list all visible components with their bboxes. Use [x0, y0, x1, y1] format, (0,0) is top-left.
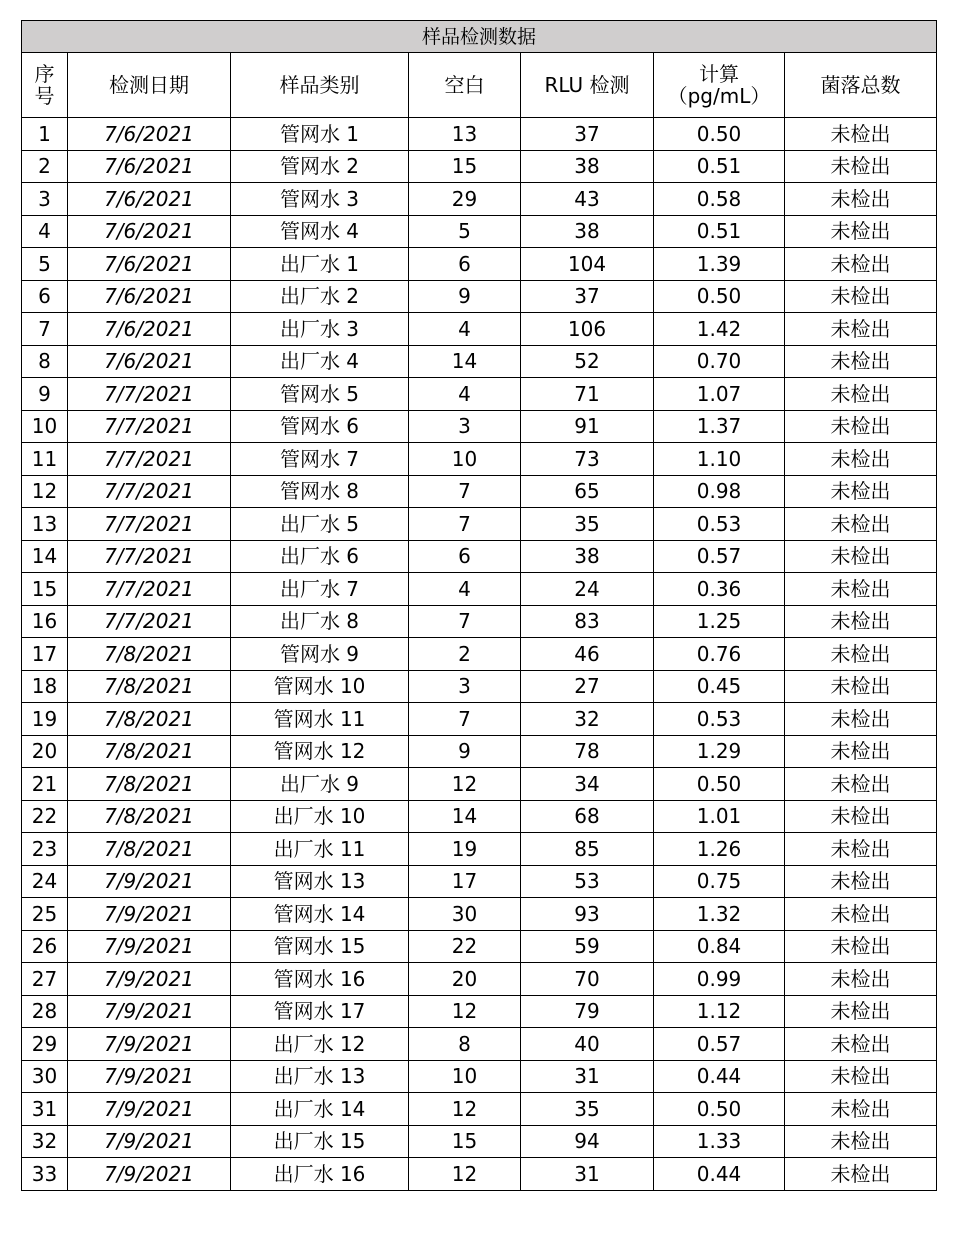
- cell-rlu: 31: [521, 1158, 654, 1191]
- cell-date: 7/8/2021: [68, 768, 231, 801]
- cell-sample-type: 管网水 11: [231, 703, 409, 736]
- table-row: [22, 995, 937, 1028]
- cell-seq: 30: [22, 1060, 68, 1093]
- cell-date: 7/8/2021: [68, 800, 231, 833]
- cell-colony: 未检出: [785, 508, 937, 541]
- cell-calc: 0.44: [654, 1060, 785, 1093]
- cell-blank: 10: [409, 443, 521, 476]
- cell-colony: 未检出: [785, 313, 937, 346]
- table-row: [22, 800, 937, 833]
- cell-blank: 7: [409, 475, 521, 508]
- cell-sample-type: 管网水 3: [231, 183, 409, 216]
- table-title: 样品检测数据: [22, 21, 937, 53]
- cell-colony: 未检出: [785, 898, 937, 931]
- cell-blank: 13: [409, 118, 521, 151]
- cell-colony: 未检出: [785, 573, 937, 606]
- cell-sample-type: 管网水 5: [231, 378, 409, 411]
- cell-date: 7/9/2021: [68, 865, 231, 898]
- cell-rlu: 38: [521, 215, 654, 248]
- cell-date: 7/8/2021: [68, 670, 231, 703]
- cell-calc: 1.42: [654, 313, 785, 346]
- cell-seq: 29: [22, 1028, 68, 1061]
- cell-rlu: 93: [521, 898, 654, 931]
- cell-date: 7/6/2021: [68, 248, 231, 281]
- cell-colony: 未检出: [785, 540, 937, 573]
- cell-date: 7/6/2021: [68, 215, 231, 248]
- cell-rlu: 38: [521, 150, 654, 183]
- cell-blank: 3: [409, 670, 521, 703]
- cell-colony: 未检出: [785, 443, 937, 476]
- cell-blank: 14: [409, 345, 521, 378]
- cell-blank: 15: [409, 1125, 521, 1158]
- cell-calc: 0.76: [654, 638, 785, 671]
- cell-date: 7/9/2021: [68, 1060, 231, 1093]
- header-rlu: RLU 检测: [521, 53, 654, 118]
- table-row: [22, 150, 937, 183]
- cell-colony: 未检出: [785, 833, 937, 866]
- cell-blank: 4: [409, 313, 521, 346]
- cell-date: 7/7/2021: [68, 410, 231, 443]
- table-row: [22, 345, 937, 378]
- cell-rlu: 40: [521, 1028, 654, 1061]
- cell-blank: 6: [409, 248, 521, 281]
- cell-calc: 0.50: [654, 768, 785, 801]
- cell-date: 7/6/2021: [68, 118, 231, 151]
- cell-date: 7/6/2021: [68, 150, 231, 183]
- cell-colony: 未检出: [785, 183, 937, 216]
- table-row: [22, 215, 937, 248]
- cell-seq: 33: [22, 1158, 68, 1191]
- table-row: [22, 475, 937, 508]
- cell-colony: 未检出: [785, 963, 937, 996]
- cell-sample-type: 出厂水 3: [231, 313, 409, 346]
- cell-seq: 8: [22, 345, 68, 378]
- table-row: [22, 573, 937, 606]
- cell-calc: 0.36: [654, 573, 785, 606]
- table-row: [22, 1125, 937, 1158]
- cell-rlu: 91: [521, 410, 654, 443]
- cell-calc: 0.51: [654, 150, 785, 183]
- cell-calc: 1.10: [654, 443, 785, 476]
- cell-rlu: 65: [521, 475, 654, 508]
- header-calc-line1: 计算: [699, 62, 739, 86]
- cell-colony: 未检出: [785, 118, 937, 151]
- cell-rlu: 46: [521, 638, 654, 671]
- cell-sample-type: 出厂水 6: [231, 540, 409, 573]
- cell-sample-type: 出厂水 5: [231, 508, 409, 541]
- cell-date: 7/9/2021: [68, 1028, 231, 1061]
- header-blank: 空白: [409, 53, 521, 118]
- cell-blank: 14: [409, 800, 521, 833]
- cell-date: 7/6/2021: [68, 280, 231, 313]
- cell-blank: 12: [409, 995, 521, 1028]
- cell-colony: 未检出: [785, 605, 937, 638]
- cell-date: 7/9/2021: [68, 963, 231, 996]
- cell-colony: 未检出: [785, 995, 937, 1028]
- cell-calc: 0.50: [654, 118, 785, 151]
- cell-calc: 0.53: [654, 508, 785, 541]
- cell-rlu: 59: [521, 930, 654, 963]
- table-row: [22, 930, 937, 963]
- cell-calc: 0.57: [654, 1028, 785, 1061]
- cell-sample-type: 管网水 8: [231, 475, 409, 508]
- cell-sample-type: 管网水 1: [231, 118, 409, 151]
- cell-calc: 1.39: [654, 248, 785, 281]
- table-header-row: [22, 53, 937, 118]
- cell-rlu: 43: [521, 183, 654, 216]
- cell-calc: 0.84: [654, 930, 785, 963]
- cell-colony: 未检出: [785, 1093, 937, 1126]
- cell-rlu: 94: [521, 1125, 654, 1158]
- cell-sample-type: 出厂水 15: [231, 1125, 409, 1158]
- cell-calc: 0.57: [654, 540, 785, 573]
- cell-calc: 0.98: [654, 475, 785, 508]
- cell-blank: 22: [409, 930, 521, 963]
- cell-blank: 7: [409, 605, 521, 638]
- cell-blank: 12: [409, 1093, 521, 1126]
- cell-rlu: 24: [521, 573, 654, 606]
- cell-blank: 12: [409, 768, 521, 801]
- cell-sample-type: 出厂水 14: [231, 1093, 409, 1126]
- cell-colony: 未检出: [785, 1125, 937, 1158]
- cell-rlu: 34: [521, 768, 654, 801]
- cell-rlu: 38: [521, 540, 654, 573]
- cell-calc: 0.53: [654, 703, 785, 736]
- cell-seq: 14: [22, 540, 68, 573]
- cell-date: 7/6/2021: [68, 313, 231, 346]
- cell-sample-type: 管网水 4: [231, 215, 409, 248]
- cell-rlu: 70: [521, 963, 654, 996]
- cell-colony: 未检出: [785, 215, 937, 248]
- table-row: [22, 410, 937, 443]
- cell-sample-type: 出厂水 10: [231, 800, 409, 833]
- cell-calc: 0.50: [654, 1093, 785, 1126]
- cell-rlu: 73: [521, 443, 654, 476]
- cell-blank: 30: [409, 898, 521, 931]
- cell-rlu: 37: [521, 118, 654, 151]
- cell-date: 7/9/2021: [68, 1093, 231, 1126]
- cell-date: 7/7/2021: [68, 605, 231, 638]
- table-row: [22, 313, 937, 346]
- table-row: [22, 508, 937, 541]
- cell-seq: 4: [22, 215, 68, 248]
- cell-colony: 未检出: [785, 800, 937, 833]
- cell-rlu: 35: [521, 1093, 654, 1126]
- header-calc-line2: （pg/mL）: [667, 84, 771, 108]
- cell-colony: 未检出: [785, 638, 937, 671]
- table-row: [22, 248, 937, 281]
- cell-seq: 1: [22, 118, 68, 151]
- header-date: 检测日期: [68, 53, 231, 118]
- cell-rlu: 83: [521, 605, 654, 638]
- header-seq: [22, 53, 68, 118]
- cell-blank: 2: [409, 638, 521, 671]
- cell-colony: 未检出: [785, 930, 937, 963]
- cell-seq: 28: [22, 995, 68, 1028]
- cell-rlu: 79: [521, 995, 654, 1028]
- cell-date: 7/8/2021: [68, 833, 231, 866]
- cell-seq: 7: [22, 313, 68, 346]
- cell-sample-type: 管网水 7: [231, 443, 409, 476]
- cell-rlu: 37: [521, 280, 654, 313]
- header-colony: 菌落总数: [785, 53, 937, 118]
- cell-colony: 未检出: [785, 768, 937, 801]
- cell-sample-type: 管网水 10: [231, 670, 409, 703]
- cell-seq: 9: [22, 378, 68, 411]
- table-row: [22, 183, 937, 216]
- header-seq-line2: 号: [34, 84, 55, 108]
- header-sample-type: 样品类别: [231, 53, 409, 118]
- cell-seq: 18: [22, 670, 68, 703]
- cell-sample-type: 出厂水 7: [231, 573, 409, 606]
- cell-blank: 4: [409, 378, 521, 411]
- table-row: [22, 963, 937, 996]
- cell-date: 7/7/2021: [68, 475, 231, 508]
- cell-seq: 10: [22, 410, 68, 443]
- cell-sample-type: 出厂水 2: [231, 280, 409, 313]
- cell-date: 7/8/2021: [68, 703, 231, 736]
- cell-calc: 1.37: [654, 410, 785, 443]
- table-row: [22, 1060, 937, 1093]
- table-row: [22, 898, 937, 931]
- cell-seq: 19: [22, 703, 68, 736]
- table-row: [22, 1158, 937, 1191]
- table-row: [22, 540, 937, 573]
- cell-sample-type: 出厂水 12: [231, 1028, 409, 1061]
- cell-colony: 未检出: [785, 248, 937, 281]
- cell-sample-type: 管网水 2: [231, 150, 409, 183]
- cell-rlu: 53: [521, 865, 654, 898]
- cell-calc: 1.07: [654, 378, 785, 411]
- cell-seq: 3: [22, 183, 68, 216]
- cell-seq: 2: [22, 150, 68, 183]
- cell-seq: 5: [22, 248, 68, 281]
- cell-colony: 未检出: [785, 865, 937, 898]
- cell-calc: 0.75: [654, 865, 785, 898]
- cell-rlu: 71: [521, 378, 654, 411]
- cell-colony: 未检出: [785, 378, 937, 411]
- cell-calc: 1.01: [654, 800, 785, 833]
- cell-sample-type: 管网水 6: [231, 410, 409, 443]
- header-calc: [654, 53, 785, 118]
- cell-sample-type: 出厂水 4: [231, 345, 409, 378]
- cell-calc: 1.33: [654, 1125, 785, 1158]
- cell-blank: 4: [409, 573, 521, 606]
- cell-sample-type: 出厂水 11: [231, 833, 409, 866]
- cell-date: 7/6/2021: [68, 345, 231, 378]
- cell-calc: 0.50: [654, 280, 785, 313]
- cell-blank: 8: [409, 1028, 521, 1061]
- cell-calc: 0.45: [654, 670, 785, 703]
- cell-blank: 19: [409, 833, 521, 866]
- cell-sample-type: 管网水 15: [231, 930, 409, 963]
- cell-date: 7/7/2021: [68, 540, 231, 573]
- table-row: [22, 670, 937, 703]
- cell-colony: 未检出: [785, 1158, 937, 1191]
- cell-rlu: 78: [521, 735, 654, 768]
- cell-seq: 16: [22, 605, 68, 638]
- cell-seq: 12: [22, 475, 68, 508]
- cell-blank: 5: [409, 215, 521, 248]
- cell-blank: 3: [409, 410, 521, 443]
- cell-sample-type: 出厂水 16: [231, 1158, 409, 1191]
- table-row: [22, 605, 937, 638]
- cell-calc: 1.29: [654, 735, 785, 768]
- cell-calc: 1.25: [654, 605, 785, 638]
- cell-seq: 21: [22, 768, 68, 801]
- header-seq-line1: 序: [34, 62, 55, 86]
- cell-seq: 24: [22, 865, 68, 898]
- cell-calc: 0.44: [654, 1158, 785, 1191]
- cell-colony: 未检出: [785, 150, 937, 183]
- cell-seq: 13: [22, 508, 68, 541]
- cell-seq: 25: [22, 898, 68, 931]
- cell-seq: 15: [22, 573, 68, 606]
- table-row: [22, 638, 937, 671]
- cell-blank: 12: [409, 1158, 521, 1191]
- cell-blank: 9: [409, 280, 521, 313]
- cell-seq: 27: [22, 963, 68, 996]
- cell-rlu: 32: [521, 703, 654, 736]
- cell-blank: 7: [409, 508, 521, 541]
- table-row: [22, 118, 937, 151]
- cell-rlu: 52: [521, 345, 654, 378]
- cell-seq: 6: [22, 280, 68, 313]
- cell-seq: 22: [22, 800, 68, 833]
- cell-blank: 10: [409, 1060, 521, 1093]
- cell-calc: 1.12: [654, 995, 785, 1028]
- cell-rlu: 106: [521, 313, 654, 346]
- cell-colony: 未检出: [785, 1028, 937, 1061]
- cell-colony: 未检出: [785, 280, 937, 313]
- cell-colony: 未检出: [785, 1060, 937, 1093]
- cell-sample-type: 管网水 13: [231, 865, 409, 898]
- cell-blank: 7: [409, 703, 521, 736]
- cell-seq: 32: [22, 1125, 68, 1158]
- cell-calc: 1.26: [654, 833, 785, 866]
- cell-sample-type: 出厂水 8: [231, 605, 409, 638]
- cell-sample-type: 管网水 14: [231, 898, 409, 931]
- cell-date: 7/7/2021: [68, 443, 231, 476]
- table-row: [22, 768, 937, 801]
- table-title-row: [22, 21, 937, 53]
- cell-date: 7/8/2021: [68, 735, 231, 768]
- cell-calc: 0.51: [654, 215, 785, 248]
- cell-rlu: 31: [521, 1060, 654, 1093]
- cell-colony: 未检出: [785, 345, 937, 378]
- table-row: [22, 865, 937, 898]
- cell-date: 7/7/2021: [68, 508, 231, 541]
- cell-blank: 17: [409, 865, 521, 898]
- cell-rlu: 104: [521, 248, 654, 281]
- cell-rlu: 35: [521, 508, 654, 541]
- table-row: [22, 280, 937, 313]
- cell-date: 7/9/2021: [68, 898, 231, 931]
- cell-colony: 未检出: [785, 475, 937, 508]
- cell-seq: 23: [22, 833, 68, 866]
- cell-date: 7/9/2021: [68, 1158, 231, 1191]
- cell-sample-type: 管网水 16: [231, 963, 409, 996]
- table-row: [22, 1093, 937, 1126]
- cell-sample-type: 出厂水 1: [231, 248, 409, 281]
- table-row: [22, 378, 937, 411]
- cell-calc: 0.70: [654, 345, 785, 378]
- cell-sample-type: 管网水 12: [231, 735, 409, 768]
- cell-date: 7/9/2021: [68, 930, 231, 963]
- cell-colony: 未检出: [785, 735, 937, 768]
- cell-seq: 31: [22, 1093, 68, 1126]
- table-row: [22, 1028, 937, 1061]
- table-row: [22, 833, 937, 866]
- table-row: [22, 443, 937, 476]
- cell-seq: 11: [22, 443, 68, 476]
- cell-rlu: 68: [521, 800, 654, 833]
- cell-blank: 6: [409, 540, 521, 573]
- cell-sample-type: 出厂水 13: [231, 1060, 409, 1093]
- cell-date: 7/9/2021: [68, 995, 231, 1028]
- cell-seq: 26: [22, 930, 68, 963]
- cell-calc: 0.99: [654, 963, 785, 996]
- cell-colony: 未检出: [785, 410, 937, 443]
- cell-blank: 29: [409, 183, 521, 216]
- cell-date: 7/6/2021: [68, 183, 231, 216]
- sample-test-data-table: [21, 20, 937, 1191]
- cell-calc: 1.32: [654, 898, 785, 931]
- cell-date: 7/7/2021: [68, 378, 231, 411]
- cell-sample-type: 出厂水 9: [231, 768, 409, 801]
- cell-blank: 20: [409, 963, 521, 996]
- cell-blank: 15: [409, 150, 521, 183]
- cell-date: 7/9/2021: [68, 1125, 231, 1158]
- cell-date: 7/7/2021: [68, 573, 231, 606]
- cell-rlu: 85: [521, 833, 654, 866]
- cell-seq: 17: [22, 638, 68, 671]
- table-row: [22, 703, 937, 736]
- cell-rlu: 27: [521, 670, 654, 703]
- cell-date: 7/8/2021: [68, 638, 231, 671]
- cell-blank: 9: [409, 735, 521, 768]
- cell-calc: 0.58: [654, 183, 785, 216]
- cell-sample-type: 管网水 17: [231, 995, 409, 1028]
- cell-colony: 未检出: [785, 703, 937, 736]
- table-row: [22, 735, 937, 768]
- cell-colony: 未检出: [785, 670, 937, 703]
- cell-seq: 20: [22, 735, 68, 768]
- cell-sample-type: 管网水 9: [231, 638, 409, 671]
